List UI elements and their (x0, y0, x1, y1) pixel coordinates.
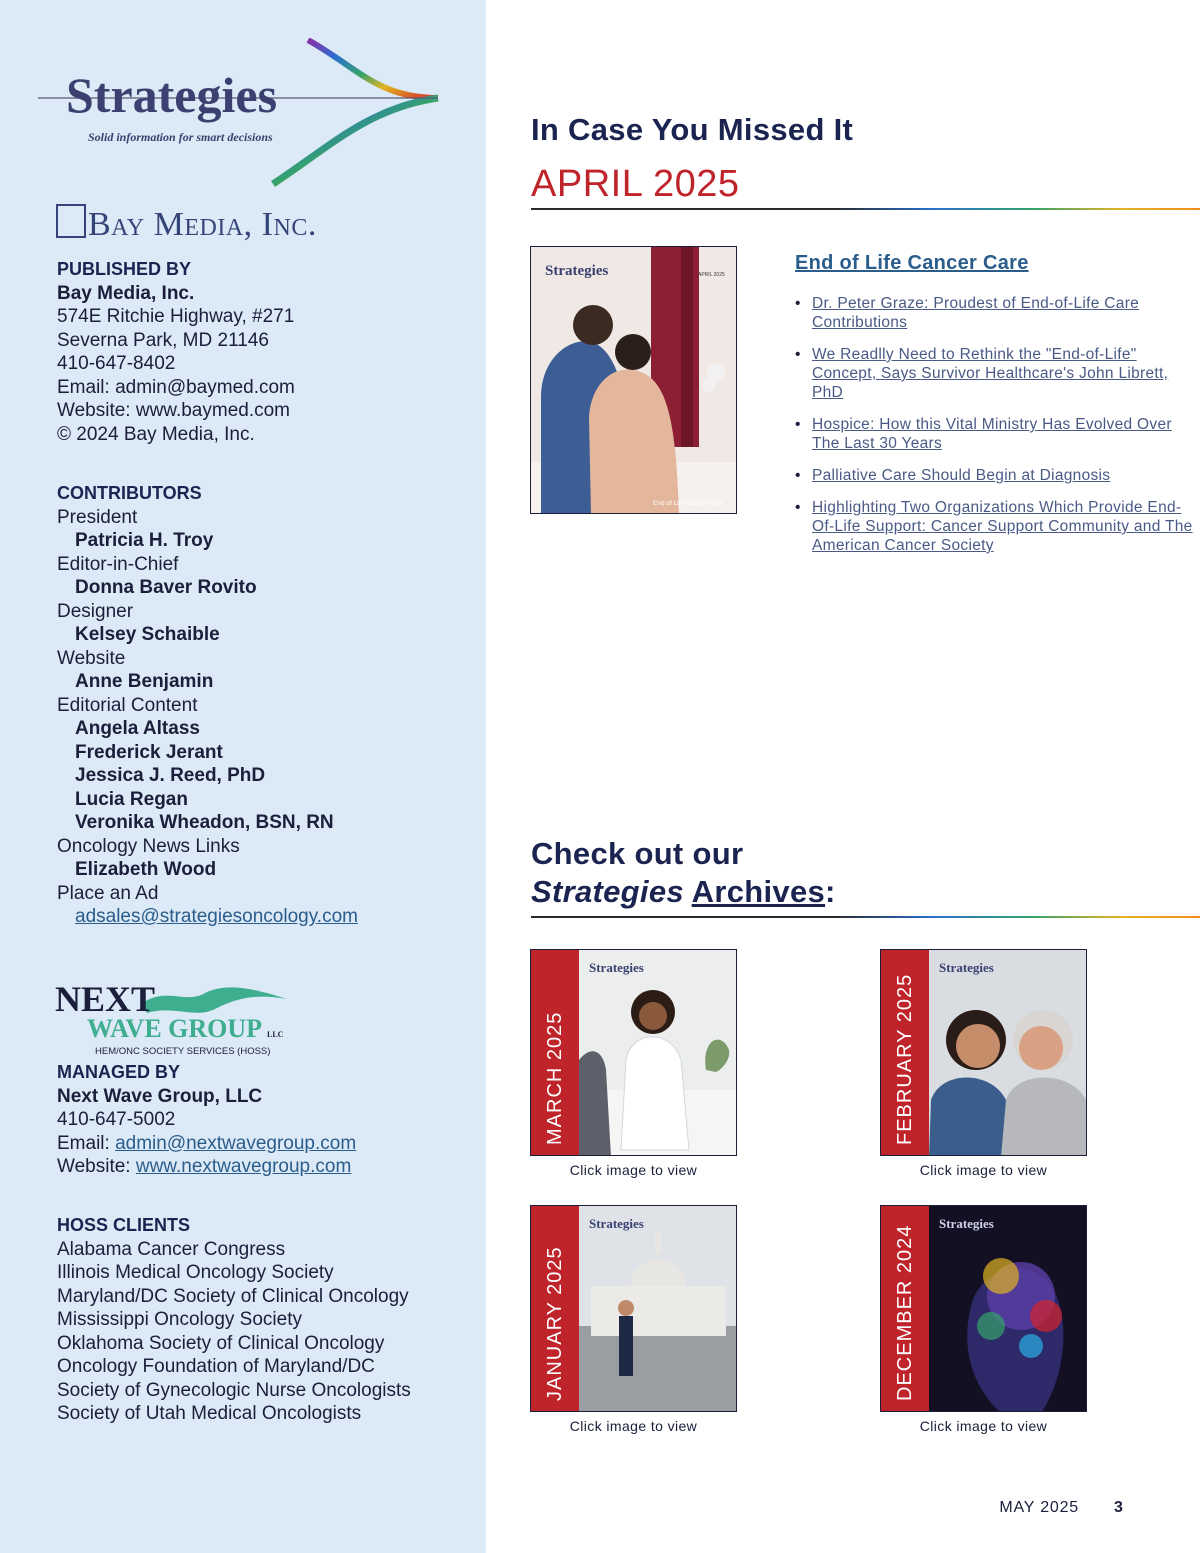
publisher-phone: 410-647-8402 (57, 353, 176, 374)
archives-title-line2 (531, 873, 836, 911)
manager-website-label: Website: (57, 1156, 136, 1177)
bay-media-logo (56, 202, 346, 246)
february-cover-wordmark: Strategies (939, 960, 994, 975)
archive-month-label: FEBRUARY 2025 (894, 973, 916, 1145)
manager-website-link[interactable]: www.nextwavegroup.com (135, 1156, 352, 1177)
archive-caption: Click image to view (569, 1418, 698, 1434)
strategies-wordmark: Strategies (66, 67, 278, 123)
publisher-website: Website: www.baymed.com (57, 400, 291, 421)
contributor-name: Frederick Jerant (75, 741, 223, 763)
april-cover-footer: End of Life Cancer Care (653, 500, 723, 507)
archive-caption: Click image to view (919, 1418, 1048, 1434)
hoss-clients-block (57, 1214, 411, 1426)
archive-band (531, 950, 579, 1155)
april-cover-wordmark: Strategies (545, 263, 609, 279)
role-label: Designer (57, 600, 134, 622)
archive-cover-february-2025[interactable] (880, 949, 1087, 1156)
april-cover-image[interactable] (530, 246, 737, 514)
footer-issue: MAY 2025 (999, 1499, 1079, 1516)
january-cover-wordmark: Strategies (589, 1216, 644, 1231)
strategies-tagline: Solid information for smart decisions (88, 130, 273, 144)
ad-sales-email-link[interactable]: adsales@strategiesoncology.com (75, 906, 358, 927)
archive-month-label: DECEMBER 2024 (894, 1224, 916, 1401)
feature-title-link[interactable]: End of Life Cancer Care (795, 252, 1029, 274)
article-item[interactable] (795, 415, 1195, 453)
missed-title: In Case You Missed It (531, 112, 854, 147)
bay-leaf-icon (56, 204, 86, 238)
role-label: Editorial Content (57, 694, 198, 716)
archives-title-strategies: Strategies (531, 874, 684, 909)
publisher-name: Bay Media, Inc. (57, 282, 195, 304)
contributor-name: Angela Altass (75, 718, 200, 739)
archive-caption: Click image to view (569, 1162, 698, 1178)
archive-cover-march-2025[interactable] (530, 949, 737, 1156)
december-cover-wordmark: Strategies (939, 1216, 994, 1231)
manager-website-row (57, 1155, 356, 1179)
bay-media-wordmark: Bay Media, Inc. (88, 206, 317, 243)
role-label: Editor-in-Chief (57, 553, 179, 575)
managed-heading: MANAGED BY (57, 1062, 181, 1082)
publisher-address-2: Severna Park, MD 21146 (57, 329, 269, 351)
article-link[interactable]: Palliative Care Should Begin at Diagnosis (812, 467, 1111, 484)
contributor-name: Elizabeth Wood (75, 859, 217, 880)
archives-title-line1: Check out our (531, 836, 744, 871)
contributor-name: Jessica J. Reed, PhD (75, 765, 266, 786)
role-label: Oncology News Links (57, 835, 240, 857)
article-list (795, 294, 1195, 568)
nwg-llc: LLC (267, 1030, 284, 1039)
hoss-client: Society of Gynecologic Nurse Oncologists (57, 1379, 411, 1401)
archive-band (881, 950, 929, 1155)
hoss-client: Oncology Foundation of Maryland/DC (57, 1356, 375, 1377)
archive-month-label: MARCH 2025 (544, 1011, 566, 1145)
april-cover-art (531, 247, 737, 514)
article-link[interactable]: Dr. Peter Graze: Proudest of End-of-Life Care Contributions (812, 295, 1140, 331)
strategies-logo (38, 38, 443, 188)
missed-month: APRIL 2025 (531, 163, 740, 205)
article-link[interactable]: We Readlly Need to Rethink the "End-of-Life" Concept, Says Survivor Healthcare's John Librett, PhD (812, 346, 1169, 401)
role-label: Place an Ad (57, 882, 159, 904)
hoss-client: Oklahoma Society of Clinical Oncology (57, 1332, 385, 1354)
archives-title (531, 835, 836, 911)
contributor-name: Patricia H. Troy (75, 530, 214, 551)
hoss-client: Mississippi Oncology Society (57, 1309, 302, 1330)
nwg-line2: WAVE GROUP (87, 1014, 263, 1043)
hoss-client: Society of Utah Medical Oncologists (57, 1403, 362, 1424)
contributors-block (57, 482, 358, 929)
next-wave-group-logo (55, 975, 290, 1060)
manager-name: Next Wave Group, LLC (57, 1085, 263, 1107)
manager-email-label: Email: (57, 1132, 116, 1154)
archive-cover-december-2024[interactable] (880, 1205, 1087, 1412)
rainbow-divider (531, 916, 1200, 918)
publisher-address-1: 574E Ritchie Highway, #271 (57, 306, 295, 327)
published-heading: PUBLISHED BY (57, 259, 192, 279)
hoss-heading: HOSS CLIENTS (57, 1215, 191, 1235)
nwg-subline: HEM/ONC SOCIETY SERVICES (HOSS) (95, 1046, 271, 1057)
manager-email-link[interactable]: admin@nextwavegroup.com (115, 1132, 357, 1154)
sidebar (0, 0, 486, 1553)
contributors-heading: CONTRIBUTORS (57, 483, 202, 503)
march-cover-wordmark: Strategies (589, 960, 644, 975)
contributor-name: Lucia Regan (75, 788, 188, 810)
publisher-copyright: © 2024 Bay Media, Inc. (57, 423, 255, 445)
published-block (57, 258, 295, 446)
article-item[interactable] (795, 345, 1195, 402)
managed-block (57, 1061, 356, 1179)
hoss-client: Illinois Medical Oncology Society (57, 1262, 334, 1283)
nwg-line1: NEXT (55, 979, 156, 1019)
article-link[interactable]: Hospice: How this Vital Ministry Has Evolved Over The Last 30 Years (812, 416, 1172, 452)
article-item[interactable] (795, 498, 1195, 555)
article-link[interactable]: Highlighting Two Organizations Which Provide End-Of-Life Support: Cancer Support Community and The American Cancer Society (812, 499, 1193, 554)
contributor-name: Veronika Wheadon, BSN, RN (75, 812, 334, 833)
contributor-name: Anne Benjamin (75, 671, 214, 692)
archive-band (531, 1206, 579, 1411)
archive-month-label: JANUARY 2025 (544, 1246, 566, 1401)
archive-caption: Click image to view (919, 1162, 1048, 1178)
role-label: Website (57, 647, 126, 669)
rainbow-divider (531, 208, 1200, 210)
manager-email-row (57, 1132, 356, 1156)
article-item[interactable] (795, 294, 1195, 332)
contributor-name: Kelsey Schaible (75, 624, 220, 645)
role-label: President (57, 506, 138, 528)
contributor-name: Donna Baver Rovito (75, 577, 257, 598)
archives-link[interactable]: Archives (691, 874, 826, 909)
archives-title-colon: : (825, 874, 836, 909)
archive-band (881, 1206, 929, 1411)
hoss-client: Maryland/DC Society of Clinical Oncology (57, 1285, 409, 1307)
april-cover-date: APRIL 2025 (698, 272, 725, 278)
manager-phone: 410-647-5002 (57, 1109, 176, 1130)
hoss-client: Alabama Cancer Congress (57, 1238, 286, 1260)
page-number: 3 (1114, 1499, 1123, 1516)
article-item[interactable] (795, 466, 1195, 485)
archive-cover-january-2025[interactable] (530, 1205, 737, 1412)
publisher-email: Email: admin@baymed.com (57, 376, 295, 398)
